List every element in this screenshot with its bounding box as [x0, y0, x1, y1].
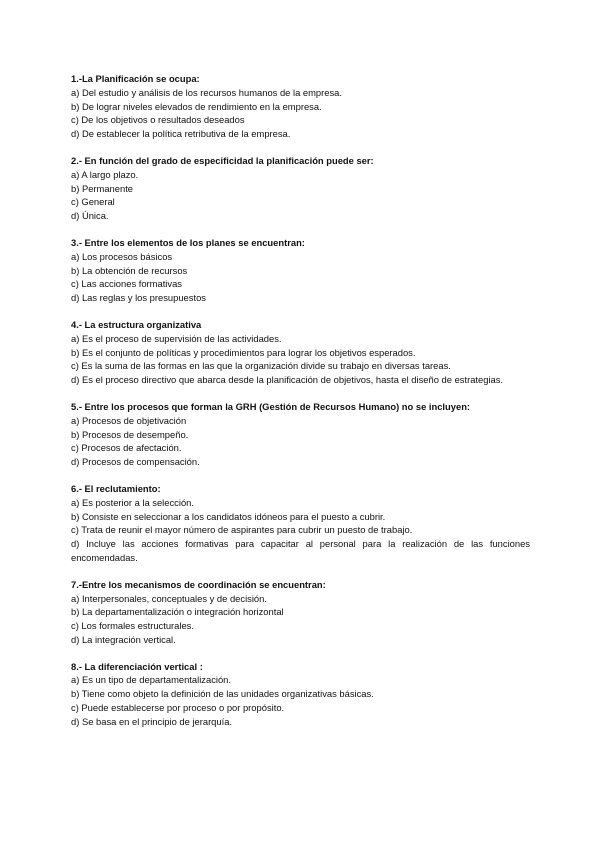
option-d: d) La integración vertical. [71, 633, 176, 645]
option-c: c) Procesos de afectación. [71, 442, 182, 454]
question-3 [71, 236, 530, 305]
option-c: c) De los objetivos o resultados deseados [71, 114, 245, 126]
option-b: b) La departamentalización o integración horizontal [71, 606, 284, 618]
option-c: c) Es la suma de las formas en las que la organización divide su trabajo en diversas tareas. [71, 360, 451, 372]
question-title: 2.- En función del grado de especificidad la planificación puede ser: [71, 154, 374, 166]
option-b: b) Tiene como objeto la definición de las unidades organizativas básicas. [71, 688, 374, 700]
option-a: a) Es un tipo de departamentalización. [71, 674, 231, 686]
question-title: 3.- Entre los elementos de los planes se encuentran: [71, 236, 305, 248]
option-c: c) Los formales estructurales. [71, 620, 194, 632]
option-d: d) Las reglas y los presupuestos [71, 292, 206, 304]
option-a: a) Del estudio y análisis de los recursos humanos de la empresa. [71, 86, 342, 98]
option-d: d) Es el proceso directivo que abarca desde la planificación de objetivos, hasta el diseño de estrategias. [71, 374, 504, 386]
option-d: d) Única. [71, 210, 109, 222]
option-b: b) De lograr niveles elevados de rendimiento en la empresa. [71, 100, 322, 112]
option-b: b) Es el conjunto de políticas y procedimientos para lograr los objetivos esperados. [71, 346, 416, 358]
question-7 [71, 578, 530, 647]
option-b: b) La obtención de recursos [71, 264, 188, 276]
question-title: 4.- La estructura organizativa [71, 318, 202, 330]
question-6 [71, 482, 530, 565]
option-a: a) Procesos de objetivación [71, 414, 187, 426]
option-a: a) Es el proceso de supervisión de las actividades. [71, 332, 282, 344]
question-1 [71, 72, 530, 141]
option-c: c) Trata de reunir el mayor número de aspirantes para cubrir un puesto de trabajo. [71, 524, 413, 536]
question-8 [71, 660, 530, 729]
option-d: d) De establecer la política retributiva de la empresa. [71, 128, 291, 140]
option-d: d) Se basa en el principio de jerarquía. [71, 715, 233, 727]
option-b: b) Permanente [71, 182, 134, 194]
option-a: a) Interpersonales, conceptuales y de decisión. [71, 592, 267, 604]
option-a: a) Es posterior a la selección. [71, 496, 194, 508]
option-c: c) General [71, 196, 115, 208]
option-a: a) A largo plazo. [71, 168, 139, 180]
option-a: a) Los procesos básicos [71, 250, 173, 262]
question-5 [71, 400, 530, 469]
question-title: 6.- El reclutamiento: [71, 482, 161, 494]
option-b: b) Consiste en seleccionar a los candidatos idóneos para el puesto a cubrir. [71, 510, 386, 522]
question-2 [71, 154, 530, 223]
option-b: b) Procesos de desempeño. [71, 428, 189, 440]
option-d: d) Procesos de compensación. [71, 456, 200, 468]
option-c: c) Puede establecerse por proceso o por propósito. [71, 702, 285, 714]
question-title: 1.-La Planificación se ocupa: [71, 73, 200, 84]
quiz-content [71, 72, 530, 742]
question-4 [71, 318, 530, 387]
option-c: c) Las acciones formativas [71, 278, 182, 290]
question-title: 5.- Entre los procesos que forman la GRH (Gestión de Recursos Humano) no se incluyen: [71, 400, 471, 412]
question-title: 7.-Entre los mecanismos de coordinación se encuentran: [71, 578, 326, 590]
option-d: d) Incluye las acciones formativas para capacitar al personal para la realización de las funciones encomendadas. [71, 538, 530, 563]
question-title: 8.- La diferenciación vertical : [71, 660, 203, 672]
